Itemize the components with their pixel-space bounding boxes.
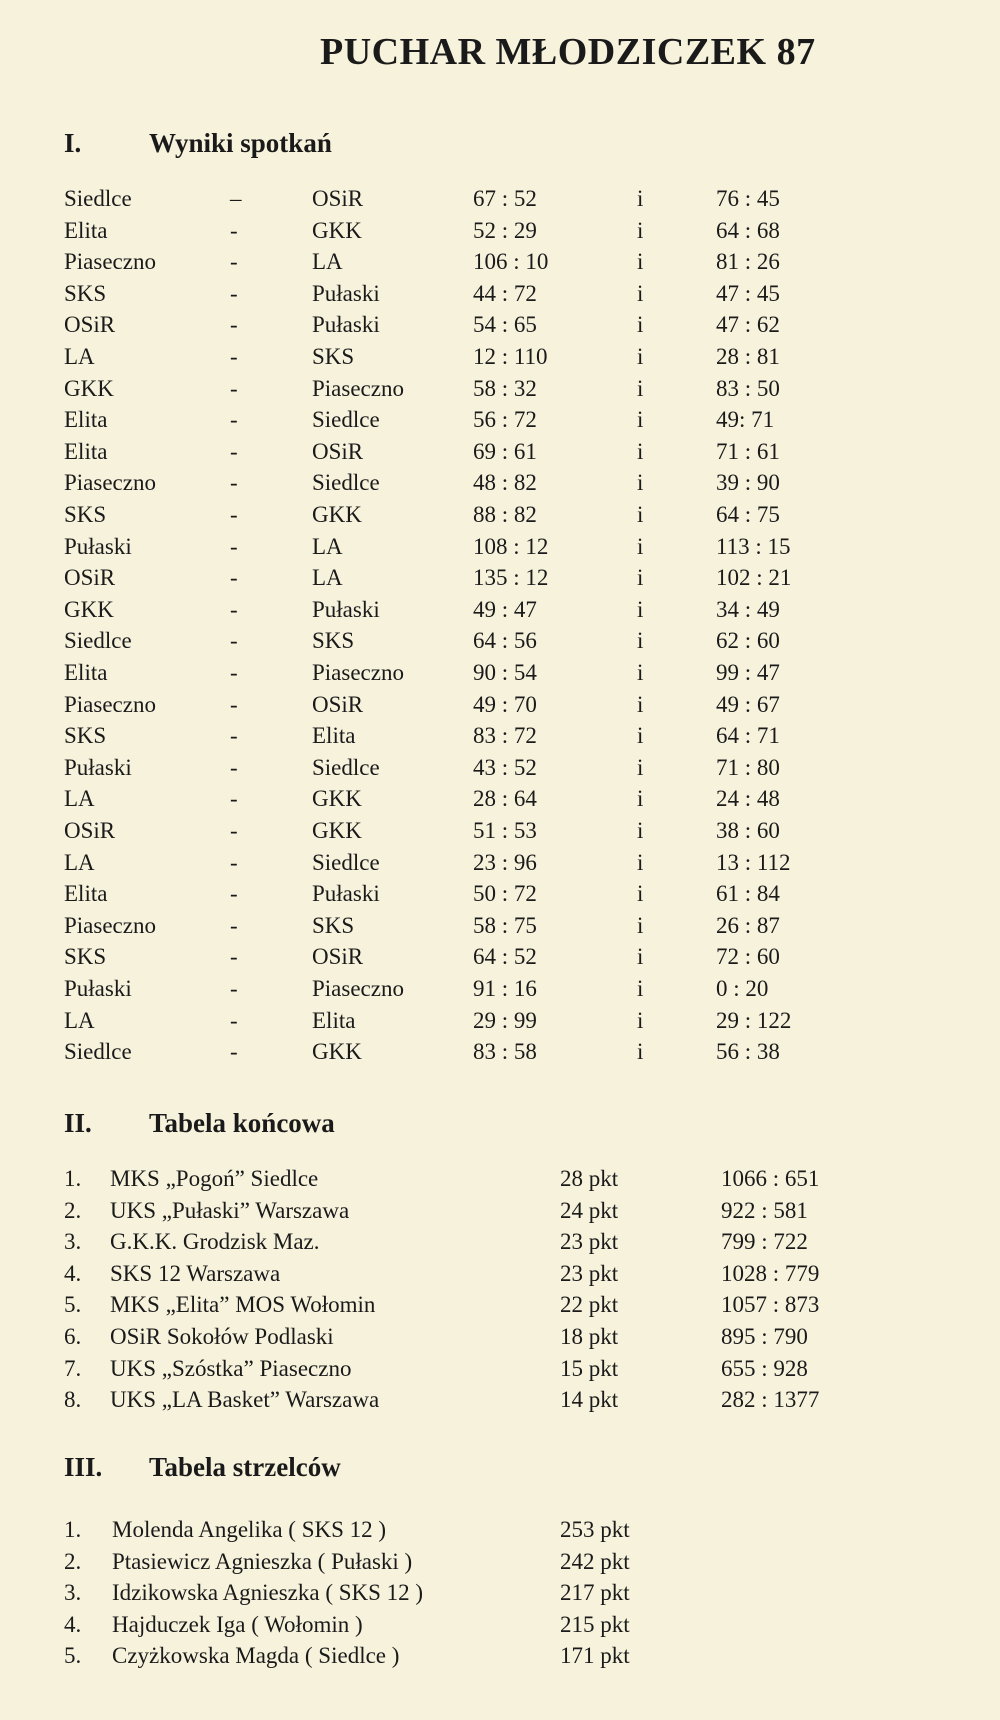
points-balance: 1066 : 651 bbox=[721, 1166, 820, 1191]
first-score: 28 : 64 bbox=[473, 786, 537, 812]
first-score: 83 : 58 bbox=[473, 1039, 537, 1065]
separator: - bbox=[230, 976, 238, 1001]
away-team: LA bbox=[312, 533, 343, 559]
home-team: GKK bbox=[64, 596, 114, 622]
conjunction: i bbox=[637, 881, 644, 907]
first-score: 58 : 32 bbox=[473, 375, 537, 401]
rank: 5. bbox=[64, 1643, 82, 1669]
second-score: 38 : 60 bbox=[716, 818, 780, 843]
conjunction: i bbox=[637, 502, 644, 527]
separator: - bbox=[230, 533, 238, 559]
second-score: 83 : 50 bbox=[716, 375, 780, 401]
separator: - bbox=[230, 596, 238, 622]
points: 215 pkt bbox=[560, 1611, 630, 1637]
conjunction: i bbox=[637, 628, 644, 654]
second-score: 47 : 45 bbox=[716, 280, 780, 306]
player-name: Molenda Angelika ( SKS 12 ) bbox=[112, 1517, 387, 1542]
player-name: Idzikowska Agnieszka ( SKS 12 ) bbox=[112, 1580, 424, 1606]
separator: - bbox=[230, 375, 238, 401]
away-team: SKS bbox=[312, 628, 355, 654]
second-score: 39 : 90 bbox=[716, 470, 780, 496]
rank: 4. bbox=[64, 1611, 82, 1637]
away-team: Pułaski bbox=[312, 881, 380, 907]
conjunction: i bbox=[637, 375, 644, 401]
second-score: 28 : 81 bbox=[716, 344, 780, 369]
conjunction: i bbox=[637, 1007, 644, 1033]
points: 28 pkt bbox=[560, 1166, 619, 1191]
separator: - bbox=[230, 849, 238, 875]
home-team: Siedlce bbox=[64, 186, 132, 211]
home-team: Elita bbox=[64, 438, 108, 464]
points: 14 pkt bbox=[560, 1387, 619, 1413]
rank: 5. bbox=[64, 1292, 82, 1318]
first-score: 64 : 52 bbox=[473, 944, 537, 970]
second-score: 64 : 71 bbox=[716, 723, 780, 749]
separator: - bbox=[230, 723, 238, 749]
page-title: PUCHAR MŁODZICZEK 87 bbox=[320, 31, 816, 73]
rank: 6. bbox=[64, 1324, 82, 1349]
rank: 2. bbox=[64, 1548, 82, 1574]
away-team: Elita bbox=[312, 723, 356, 749]
conjunction: i bbox=[637, 723, 644, 749]
second-score: 64 : 68 bbox=[716, 217, 780, 243]
second-score: 56 : 38 bbox=[716, 1039, 780, 1065]
away-team: GKK bbox=[312, 1039, 362, 1065]
conjunction: i bbox=[637, 596, 644, 622]
second-score: 76 : 45 bbox=[716, 186, 780, 211]
separator: - bbox=[230, 344, 238, 369]
home-team: LA bbox=[64, 849, 95, 875]
second-score: 64 : 75 bbox=[716, 502, 780, 527]
rank: 4. bbox=[64, 1260, 82, 1286]
first-score: 43 : 52 bbox=[473, 754, 537, 780]
away-team: LA bbox=[312, 565, 343, 591]
away-team: Pułaski bbox=[312, 280, 380, 306]
home-team: SKS bbox=[64, 944, 107, 970]
points-balance: 799 : 722 bbox=[721, 1229, 808, 1255]
second-score: 71 : 61 bbox=[716, 438, 780, 464]
separator: - bbox=[230, 407, 238, 433]
home-team: Elita bbox=[64, 407, 108, 433]
away-team: Pułaski bbox=[312, 312, 380, 338]
second-score: 13 : 112 bbox=[716, 849, 791, 875]
away-team: Siedlce bbox=[312, 849, 380, 875]
points-balance: 895 : 790 bbox=[721, 1324, 808, 1349]
section-label: Tabela końcowa bbox=[149, 1108, 335, 1138]
points: 253 pkt bbox=[560, 1517, 630, 1542]
away-team: Piaseczno bbox=[312, 375, 404, 401]
second-score: 0 : 20 bbox=[716, 976, 769, 1001]
points-balance: 1028 : 779 bbox=[721, 1260, 820, 1286]
first-score: 51 : 53 bbox=[473, 818, 537, 843]
second-score: 24 : 48 bbox=[716, 786, 780, 812]
home-team: Siedlce bbox=[64, 1039, 132, 1065]
second-score: 49: 71 bbox=[716, 407, 775, 433]
conjunction: i bbox=[637, 438, 644, 464]
first-score: 106 : 10 bbox=[473, 249, 549, 275]
separator: - bbox=[230, 818, 238, 843]
home-team: Piaseczno bbox=[64, 470, 156, 496]
separator: - bbox=[230, 1007, 238, 1033]
points-balance: 655 : 928 bbox=[721, 1355, 808, 1381]
separator: - bbox=[230, 502, 238, 527]
second-score: 34 : 49 bbox=[716, 596, 780, 622]
rank: 3. bbox=[64, 1580, 82, 1606]
second-score: 62 : 60 bbox=[716, 628, 780, 654]
conjunction: i bbox=[637, 280, 644, 306]
first-score: 69 : 61 bbox=[473, 438, 537, 464]
separator: - bbox=[230, 691, 238, 717]
conjunction: i bbox=[637, 249, 644, 275]
home-team: Pułaski bbox=[64, 976, 132, 1001]
points: 23 pkt bbox=[560, 1260, 619, 1286]
conjunction: i bbox=[637, 849, 644, 875]
second-score: 113 : 15 bbox=[716, 533, 791, 559]
home-team: GKK bbox=[64, 375, 114, 401]
away-team: LA bbox=[312, 249, 343, 275]
separator: - bbox=[230, 280, 238, 306]
conjunction: i bbox=[637, 344, 644, 369]
away-team: SKS bbox=[312, 344, 355, 369]
rank: 1. bbox=[64, 1517, 82, 1542]
player-name: Hajduczek Iga ( Wołomin ) bbox=[112, 1611, 363, 1637]
first-score: 64 : 56 bbox=[473, 628, 537, 654]
first-score: 50 : 72 bbox=[473, 881, 537, 907]
section-number: I. bbox=[64, 128, 82, 158]
points: 22 pkt bbox=[560, 1292, 619, 1318]
away-team: SKS bbox=[312, 912, 355, 938]
points: 242 pkt bbox=[560, 1548, 630, 1574]
away-team: GKK bbox=[312, 502, 362, 527]
home-team: LA bbox=[64, 786, 95, 812]
home-team: Piaseczno bbox=[64, 691, 156, 717]
points-balance: 1057 : 873 bbox=[721, 1292, 820, 1318]
first-score: 12 : 110 bbox=[473, 344, 548, 369]
first-score: 52 : 29 bbox=[473, 217, 537, 243]
first-score: 135 : 12 bbox=[473, 565, 549, 591]
rank: 2. bbox=[64, 1197, 82, 1223]
second-score: 81 : 26 bbox=[716, 249, 780, 275]
away-team: Piaseczno bbox=[312, 660, 404, 685]
first-score: 29 : 99 bbox=[473, 1007, 537, 1033]
second-score: 72 : 60 bbox=[716, 944, 780, 970]
first-score: 23 : 96 bbox=[473, 849, 537, 875]
section-label: Tabela strzelców bbox=[149, 1452, 341, 1482]
player-name: Czyżkowska Magda ( Siedlce ) bbox=[112, 1643, 400, 1669]
team-name: G.K.K. Grodzisk Maz. bbox=[110, 1229, 320, 1255]
second-score: 26 : 87 bbox=[716, 912, 780, 938]
points-balance: 922 : 581 bbox=[721, 1197, 808, 1223]
home-team: Pułaski bbox=[64, 754, 132, 780]
home-team: Elita bbox=[64, 881, 108, 907]
rank: 7. bbox=[64, 1355, 82, 1381]
first-score: 91 : 16 bbox=[473, 976, 537, 1001]
first-score: 58 : 75 bbox=[473, 912, 537, 938]
player-name: Ptasiewicz Agnieszka ( Pułaski ) bbox=[112, 1548, 413, 1574]
points-balance: 282 : 1377 bbox=[721, 1387, 820, 1413]
conjunction: i bbox=[637, 312, 644, 338]
section-scorers-heading bbox=[64, 1452, 341, 1483]
conjunction: i bbox=[637, 533, 644, 559]
home-team: Siedlce bbox=[64, 628, 132, 654]
second-score: 102 : 21 bbox=[716, 565, 792, 591]
away-team: OSiR bbox=[312, 691, 364, 717]
away-team: GKK bbox=[312, 818, 362, 843]
second-score: 29 : 122 bbox=[716, 1007, 792, 1033]
conjunction: i bbox=[637, 1039, 644, 1065]
away-team: Siedlce bbox=[312, 470, 380, 496]
separator: - bbox=[230, 754, 238, 780]
separator: - bbox=[230, 786, 238, 812]
home-team: Elita bbox=[64, 660, 108, 685]
home-team: Elita bbox=[64, 217, 108, 243]
home-team: Piaseczno bbox=[64, 912, 156, 938]
first-score: 108 : 12 bbox=[473, 533, 549, 559]
conjunction: i bbox=[637, 944, 644, 970]
rank: 3. bbox=[64, 1229, 82, 1255]
team-name: OSiR Sokołów Podlaski bbox=[110, 1324, 334, 1349]
section-results-heading bbox=[64, 128, 332, 159]
section-number: II. bbox=[64, 1108, 92, 1138]
conjunction: i bbox=[637, 217, 644, 243]
away-team: OSiR bbox=[312, 944, 364, 970]
first-score: 88 : 82 bbox=[473, 502, 537, 527]
team-name: UKS „Szóstka” Piaseczno bbox=[110, 1355, 352, 1381]
home-team: OSiR bbox=[64, 818, 116, 843]
points: 23 pkt bbox=[560, 1229, 619, 1255]
first-score: 48 : 82 bbox=[473, 470, 537, 496]
second-score: 99 : 47 bbox=[716, 660, 780, 685]
home-team: LA bbox=[64, 344, 95, 369]
rank: 1. bbox=[64, 1166, 82, 1191]
conjunction: i bbox=[637, 565, 644, 591]
team-name: MKS „Pogoń” Siedlce bbox=[110, 1166, 319, 1191]
separator: - bbox=[230, 660, 238, 685]
team-name: UKS „LA Basket” Warszawa bbox=[110, 1387, 380, 1413]
separator: - bbox=[230, 470, 238, 496]
second-score: 49 : 67 bbox=[716, 691, 780, 717]
home-team: OSiR bbox=[64, 312, 116, 338]
away-team: GKK bbox=[312, 217, 362, 243]
away-team: Pułaski bbox=[312, 596, 380, 622]
home-team: Piaseczno bbox=[64, 249, 156, 275]
away-team: GKK bbox=[312, 786, 362, 812]
separator: - bbox=[230, 944, 238, 970]
first-score: 83 : 72 bbox=[473, 723, 537, 749]
conjunction: i bbox=[637, 786, 644, 812]
conjunction: i bbox=[637, 660, 644, 685]
separator: - bbox=[230, 912, 238, 938]
separator: - bbox=[230, 565, 238, 591]
home-team: SKS bbox=[64, 502, 107, 527]
points: 24 pkt bbox=[560, 1197, 619, 1223]
away-team: OSiR bbox=[312, 186, 364, 211]
separator: - bbox=[230, 312, 238, 338]
points: 18 pkt bbox=[560, 1324, 619, 1349]
section-label: Wyniki spotkań bbox=[149, 128, 332, 158]
conjunction: i bbox=[637, 818, 644, 843]
separator: - bbox=[230, 438, 238, 464]
away-team: OSiR bbox=[312, 438, 364, 464]
first-score: 67 : 52 bbox=[473, 186, 537, 211]
section-standings-heading bbox=[64, 1108, 335, 1139]
first-score: 54 : 65 bbox=[473, 312, 537, 338]
conjunction: i bbox=[637, 691, 644, 717]
first-score: 90 : 54 bbox=[473, 660, 537, 685]
home-team: Pułaski bbox=[64, 533, 132, 559]
separator: - bbox=[230, 249, 238, 275]
away-team: Siedlce bbox=[312, 407, 380, 433]
first-score: 44 : 72 bbox=[473, 280, 537, 306]
separator: – bbox=[230, 186, 242, 211]
home-team: SKS bbox=[64, 280, 107, 306]
separator: - bbox=[230, 628, 238, 654]
conjunction: i bbox=[637, 912, 644, 938]
points: 15 pkt bbox=[560, 1355, 619, 1381]
first-score: 49 : 47 bbox=[473, 596, 537, 622]
home-team: SKS bbox=[64, 723, 107, 749]
points: 171 pkt bbox=[560, 1643, 630, 1669]
separator: - bbox=[230, 217, 238, 243]
away-team: Elita bbox=[312, 1007, 356, 1033]
conjunction: i bbox=[637, 407, 644, 433]
first-score: 56 : 72 bbox=[473, 407, 537, 433]
conjunction: i bbox=[637, 186, 644, 211]
second-score: 71 : 80 bbox=[716, 754, 780, 780]
team-name: MKS „Elita” MOS Wołomin bbox=[110, 1292, 376, 1318]
first-score: 49 : 70 bbox=[473, 691, 537, 717]
separator: - bbox=[230, 1039, 238, 1065]
conjunction: i bbox=[637, 976, 644, 1001]
team-name: UKS „Pułaski” Warszawa bbox=[110, 1197, 350, 1223]
second-score: 47 : 62 bbox=[716, 312, 780, 338]
conjunction: i bbox=[637, 470, 644, 496]
team-name: SKS 12 Warszawa bbox=[110, 1260, 281, 1286]
points: 217 pkt bbox=[560, 1580, 630, 1606]
section-number: III. bbox=[64, 1452, 103, 1482]
away-team: Siedlce bbox=[312, 754, 380, 780]
conjunction: i bbox=[637, 754, 644, 780]
separator: - bbox=[230, 881, 238, 907]
home-team: OSiR bbox=[64, 565, 116, 591]
away-team: Piaseczno bbox=[312, 976, 404, 1001]
home-team: LA bbox=[64, 1007, 95, 1033]
second-score: 61 : 84 bbox=[716, 881, 780, 907]
rank: 8. bbox=[64, 1387, 82, 1413]
